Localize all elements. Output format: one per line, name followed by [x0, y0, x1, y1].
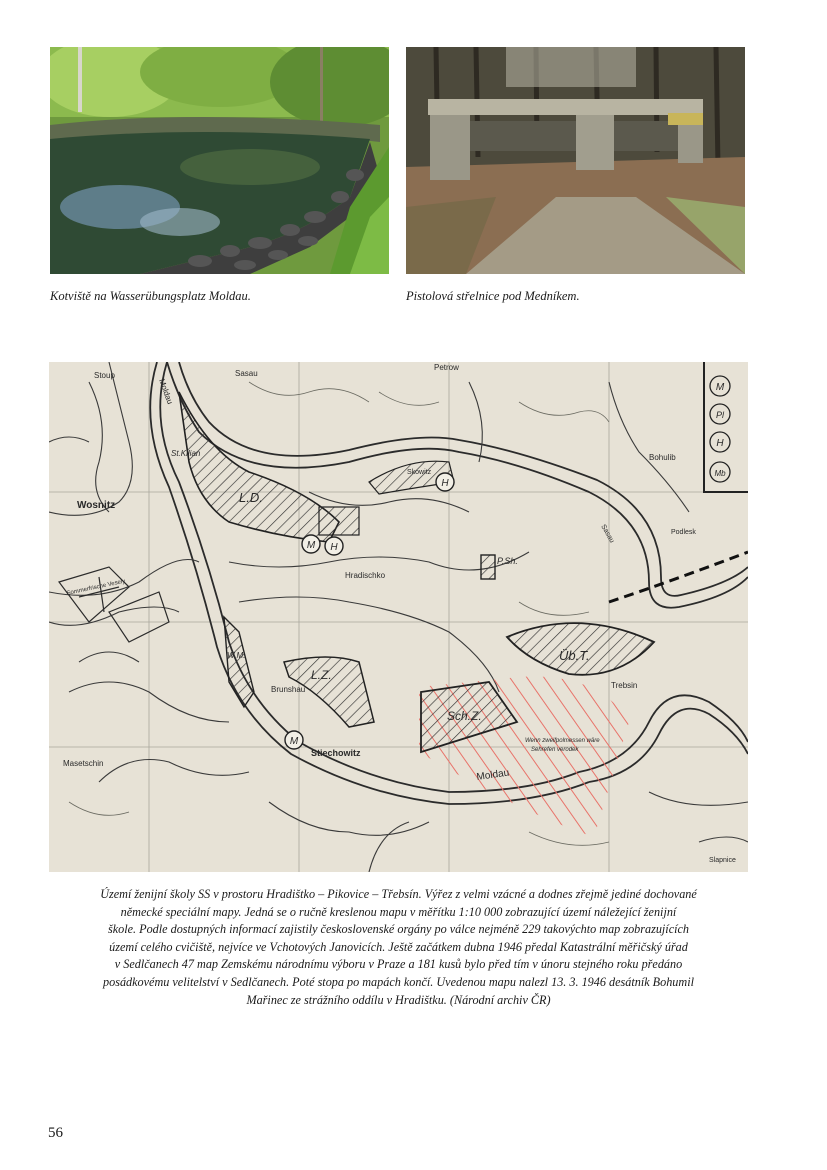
marker-h: H: [330, 542, 338, 553]
map-label: Trebsin: [611, 681, 638, 690]
map-label: Sommerfrische Vesely: [66, 578, 126, 597]
map-label: Sehrefen verodek: [531, 747, 579, 753]
marker-m: M: [306, 540, 316, 551]
map-label: W.M.: [227, 651, 246, 660]
map-label: Stiechowitz: [311, 748, 361, 758]
map-caption: [50, 886, 747, 1009]
legend-item: M: [715, 382, 725, 393]
legend-item: Mb: [714, 469, 726, 478]
marker-h: H: [441, 478, 449, 489]
caption-line: posádkovému velitelství v Sedlčanech. Poté stopa po mapách končí. Uvedenou mapu nalezl 13. 3. 1946 desátník Bohumil: [103, 974, 694, 989]
caption-line: v Sedlčanech 47 map Zemskému národnímu výboru v Praze a 181 kusů bylo před tím v únoru stejného roku předáno: [114, 957, 683, 972]
map-label: Moldau: [157, 377, 175, 406]
map-label: Wenn zweifpolmessen wäre: [525, 738, 600, 744]
map-label: Brunshau: [271, 685, 306, 694]
map-label: Petrow: [434, 363, 459, 372]
map-label: Masetschin: [63, 759, 104, 768]
caption-line: škole. Podle dostupných informací zajistily československé orgány po válce nejméně 229 takovýchto map zobrazujících: [107, 922, 689, 937]
map-label: Stoup: [94, 371, 115, 380]
photo-caption-anchorage: Kotviště na Wasserübungsplatz Moldau.: [50, 289, 251, 303]
legend-item: Pl: [715, 410, 725, 420]
map-label: Sasau: [599, 523, 616, 545]
caption-line: území celého cvičiště, nejvíce ve Vchotových Janovicích. Ještě začátkem dubna 1946 předal Katastrální měřičský úřad: [109, 939, 688, 954]
caption-line: Území ženijní školy SS v prostoru Hradištko – Pikovice – Třebsín. Výřez z velmi vzácné a dodnes zřejmě jediné dochované: [100, 887, 697, 901]
map-label: Üb.T.: [559, 648, 590, 663]
caption-line: německé speciální mapy. Jedná se o ručně kreslenou mapu v měřítku 1:10 000 zobrazující území náležející ženijní: [120, 904, 677, 919]
map-label: Skowitz: [407, 469, 432, 476]
map-label: St.Kilian: [171, 449, 201, 458]
map-label: L.Z.: [311, 668, 332, 682]
map-label: Hradischko: [345, 571, 386, 580]
page-number: 56: [48, 1125, 63, 1141]
training-area-map: [49, 362, 748, 872]
map-label: Moldau: [475, 767, 510, 783]
caption-line: Mařinec ze strážního oddílu v Hradištku. (Národní archiv ČR): [246, 992, 551, 1007]
map-label: Wosnitz: [77, 500, 116, 511]
photo-caption-pistol-range: Pistolová střelnice pod Medníkem.: [406, 289, 580, 303]
marker-m: M: [289, 736, 299, 747]
map-label: Sch.Z.: [447, 709, 482, 723]
map-label: P.Sh.: [497, 556, 518, 566]
map-label: Bohulib: [649, 453, 676, 462]
legend-item: H: [716, 438, 724, 449]
photo-pistol-range: [406, 47, 745, 274]
map-label: Slapnice: [709, 857, 736, 864]
photo-anchorage-pond: [50, 47, 389, 274]
map-label: L.D.: [239, 490, 263, 505]
map-label: Sasau: [235, 369, 258, 378]
map-label: Podlesk: [671, 529, 696, 536]
